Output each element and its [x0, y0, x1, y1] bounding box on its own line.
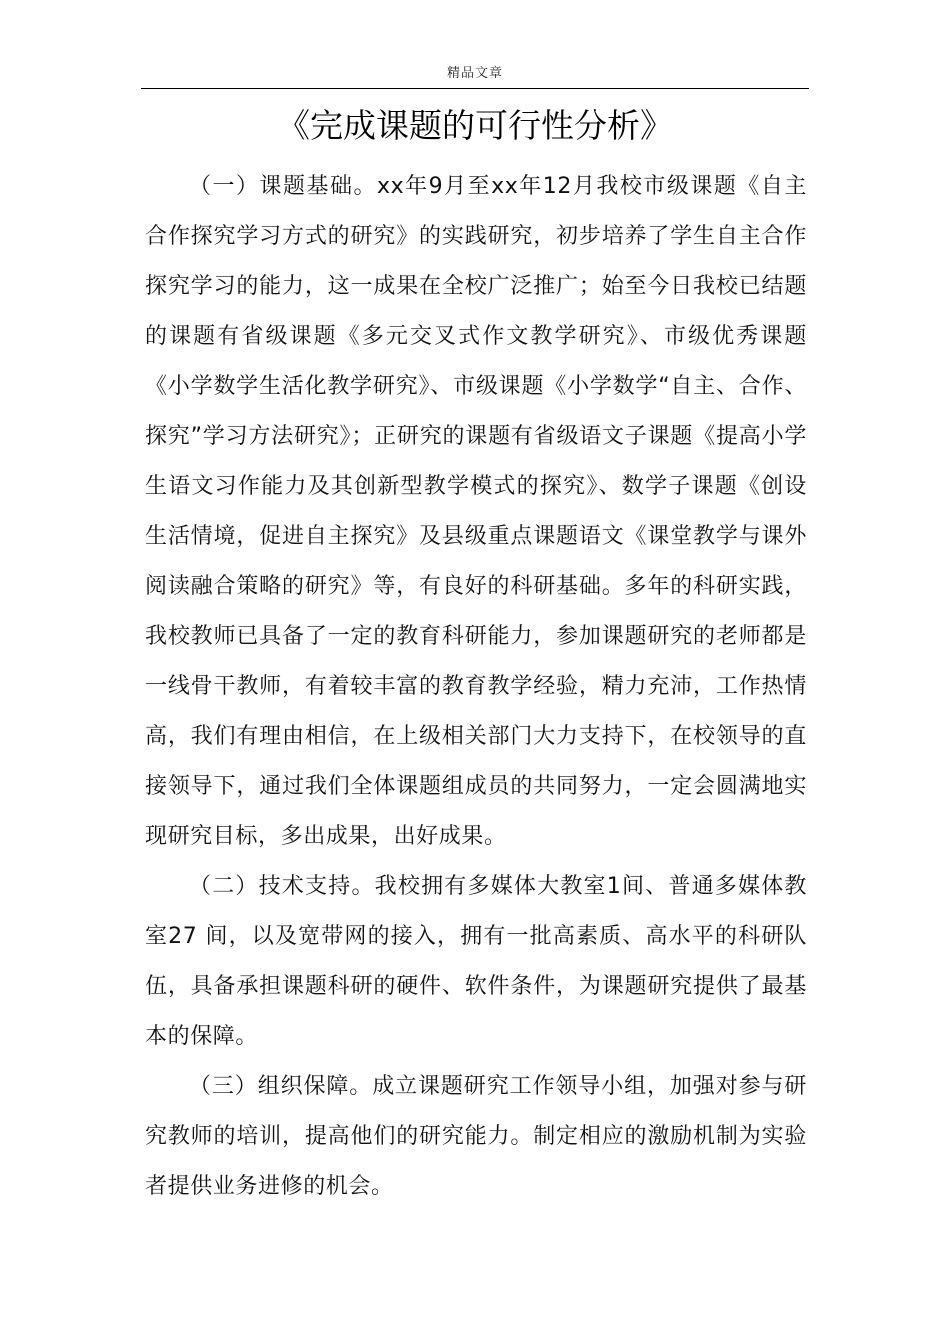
paragraph-technical-support: （二）技术支持。我校拥有多媒体大教室1间、普通多媒体教室27 间，以及宽带网的接入，拥有一批高素质、高水平的科研队伍，具备承担课题科研的硬件、软件条件，为课题研究提供了最基本的保障。 — [145, 874, 807, 1049]
header-divider — [141, 88, 809, 89]
document-body — [145, 162, 807, 1212]
document-title: 《完成课题的可行性分析》 — [277, 106, 673, 145]
paragraph-organization: （三）组织保障。成立课题研究工作领导小组，加强对参与研究教师的培训，提高他们的研究能力。制定相应的激励机制为实验者提供业务进修的机会。 — [145, 1074, 807, 1199]
page-header: 精品文章 — [446, 66, 503, 81]
paragraph-foundation: （一）课题基础。xx年9月至xx年12月我校市级课题《自主合作探究学习方式的研究》的实践研究，初步培养了学生自主合作探究学习的能力，这一成果在全校广泛推广；始至今日我校已结题的课题有省级课题《多元交叉式作文教学研究》、市级优秀课题《小学数学生活化教学研究》、市级课题《小学数学“自主、合作、探究”学习方法研究》；正研究的课题有省级语文子课题《提高小学生语文习作能力及其创新型教学模式的探究》、数学子课题《创设生活情境，促进自主探究》及县级重点课题语文《课堂教学与课外阅读融合策略的研究》等，有良好的科研基础。多年的科研实践，我校教师已具备了一定的教育科研能力，参加课题研究的老师都是一线骨干教师，有着较丰富的教育教学经验，精力充沛，工作热情高，我们有理由相信，在上级相关部门大力支持下，在校领导的直接领导下，通过我们全体课题组成员的共同努力，一定会圆满地实现研究目标，多出成果，出好成果。 — [145, 174, 807, 849]
